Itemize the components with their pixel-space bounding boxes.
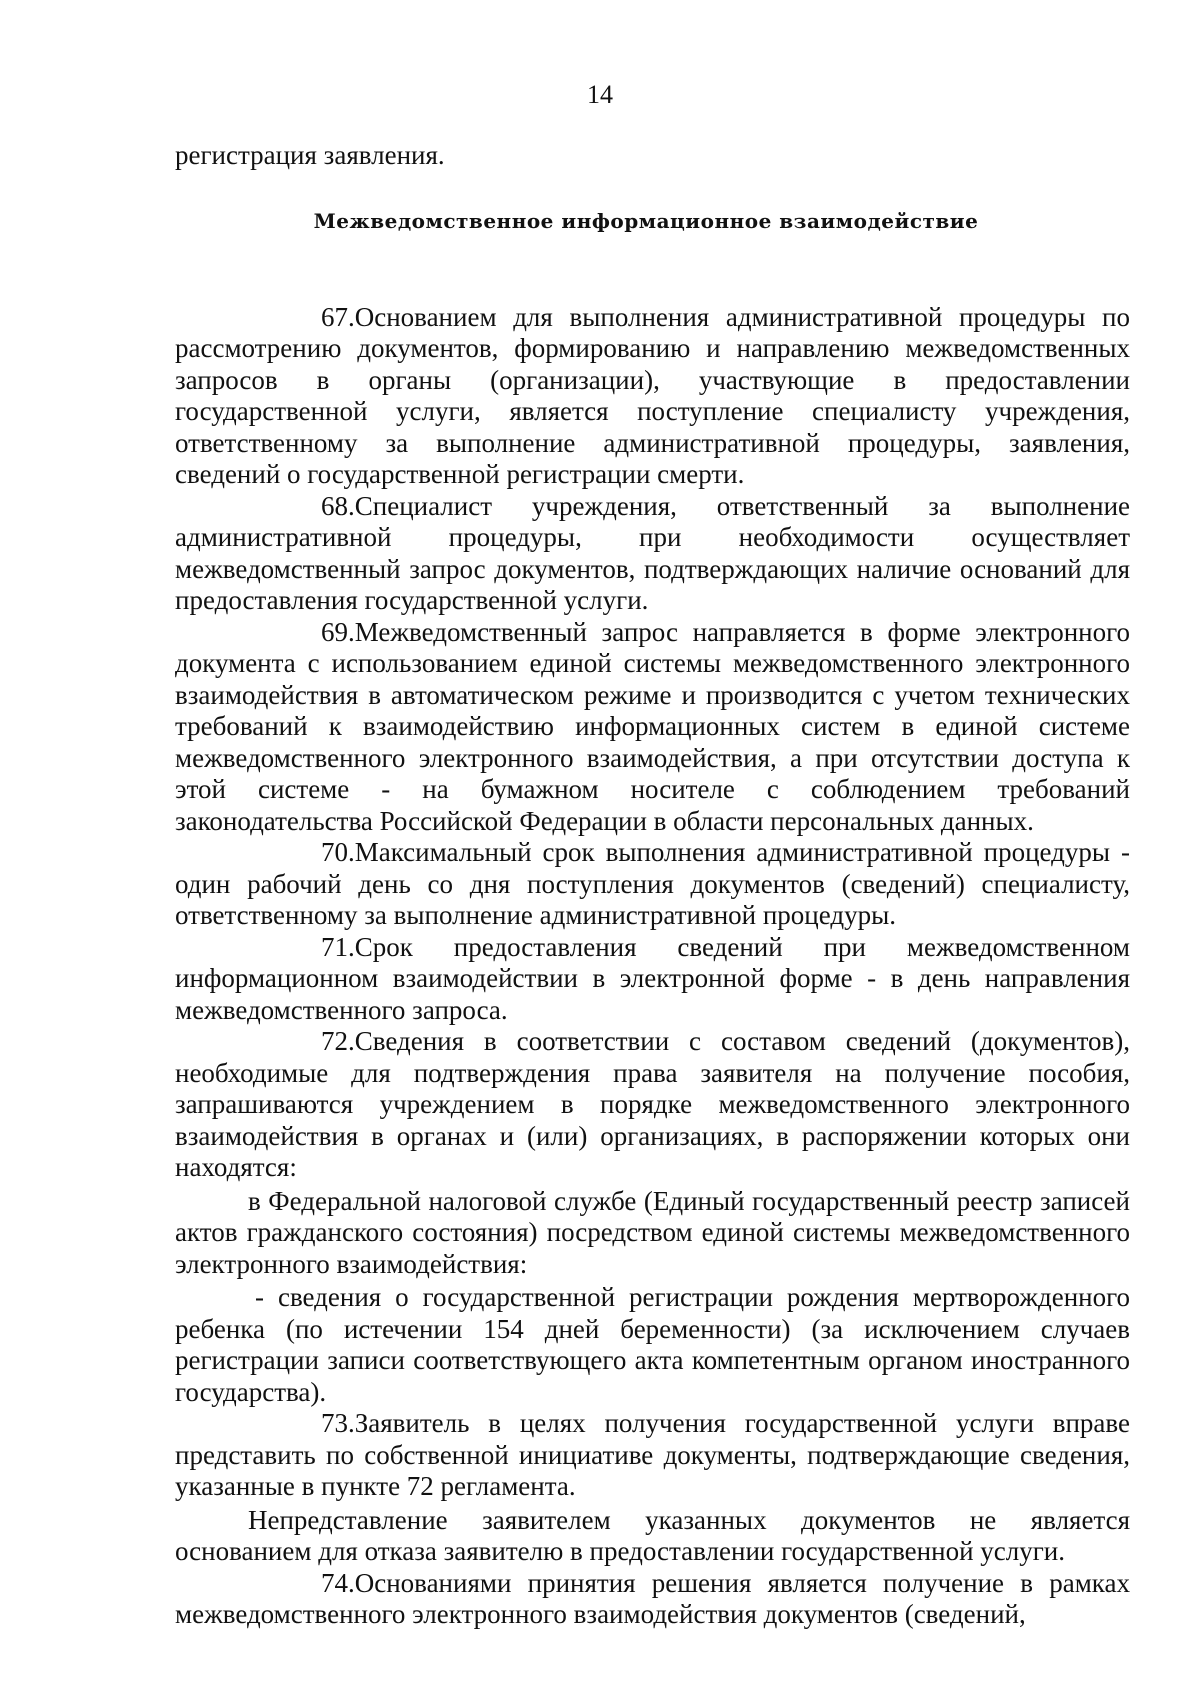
heading-spacer [175, 172, 1130, 302]
paragraph-number: 73. [321, 1408, 355, 1438]
paragraph-number: 74. [321, 1567, 355, 1598]
paragraph-number: 67. [321, 301, 355, 332]
paragraph-73-note: Непредставление заявителем указанных документов не является основанием для отказа заявителю в предоставлении государственной услуги. [175, 1504, 1130, 1566]
section-heading: Межведомственное информационное взаимодействие [313, 209, 979, 233]
paragraph-text: Заявитель в целях получения государственной услуги вправе представить по собственной инициативе документы, подтверждающие сведения, указанные в пункте 72 регламента. [175, 1408, 1130, 1501]
paragraph-70 [175, 837, 1130, 932]
paragraph-74 [175, 1568, 1130, 1631]
paragraph-number: 68. [321, 490, 355, 521]
paragraph-73 [175, 1408, 1130, 1503]
page-number: 14 [587, 80, 613, 109]
paragraph-text: Основанием для выполнения административной процедуры по рассмотрению документов, формированию и направлению межведомственных запросов в органы (организации), участвующие в предоставлении государственной услуги, является поступление специалисту учреждения, ответственному за выполнение административной процедуры, заявления, сведений о государственной регистрации смерти. [175, 301, 1130, 489]
paragraph-number: 69. [321, 616, 355, 647]
paragraph-text: Основаниями принятия решения является получение в рамках межведомственного электронного взаимодействия документов (сведений, [175, 1567, 1130, 1629]
paragraph-68 [175, 491, 1130, 617]
lead-line: регистрация заявления. [175, 140, 445, 170]
paragraph-number: 70. [321, 837, 355, 867]
paragraph-text: Срок предоставления сведений при межведомственном информационном взаимодействии в электронной форме - в день направления межведомственного запроса. [175, 931, 1130, 1025]
paragraph-71 [175, 932, 1130, 1027]
paragraph-text: Межведомственный запрос направляется в форме электронного документа с использованием единой системы межведомственного электронного взаимодействия в автоматическом режиме и производится с учетом технических требований к взаимодействию информационных систем в единой системе межведомственного электронного взаимодействия, а при отсутствии доступа к этой системе - на бумажном носителе с соблюдением требований законодательства Российской Федерации в области персональных данных. [175, 616, 1130, 836]
paragraph-text: Максимальный срок выполнения административной процедуры - один рабочий день со дня поступления документов (сведений) специалисту, ответственному за выполнение административной процедуры. [175, 837, 1130, 930]
paragraph-number: 72. [321, 1026, 355, 1056]
paragraph-72-stillbirth-item: - сведения о государственной регистрации рождения мертворожденного ребенка (по истечении 154 дней беременности) (за исключением случаев регистрации записи соответствующего акта компетентным органом иностранного государства). [175, 1282, 1130, 1407]
paragraph-69 [175, 617, 1130, 838]
paragraph-text: Сведения в соответствии с составом сведений (документов), необходимые для подтверждения права заявителя на получение пособия, запрашиваются учреждением в порядке межведомственного электронного взаимодействия в органах и (или) организациях, в распоряжении которых они находятся: [175, 1026, 1130, 1182]
paragraph-72 [175, 1026, 1130, 1184]
document-body [175, 140, 1130, 1631]
paragraph-number: 71. [321, 931, 355, 962]
paragraph-72-tax-service: в Федеральной налоговой службе (Единый государственный реестр записей актов гражданского состояния) посредством единой системы межведомственного электронного взаимодействия: [175, 1185, 1130, 1279]
paragraph-67 [175, 302, 1130, 491]
paragraph-text: Специалист учреждения, ответственный за выполнение административной процедуры, при необходимости осуществляет межведомственный запрос документов, подтверждающих наличие оснований для предоставления государственной услуги. [175, 490, 1130, 615]
